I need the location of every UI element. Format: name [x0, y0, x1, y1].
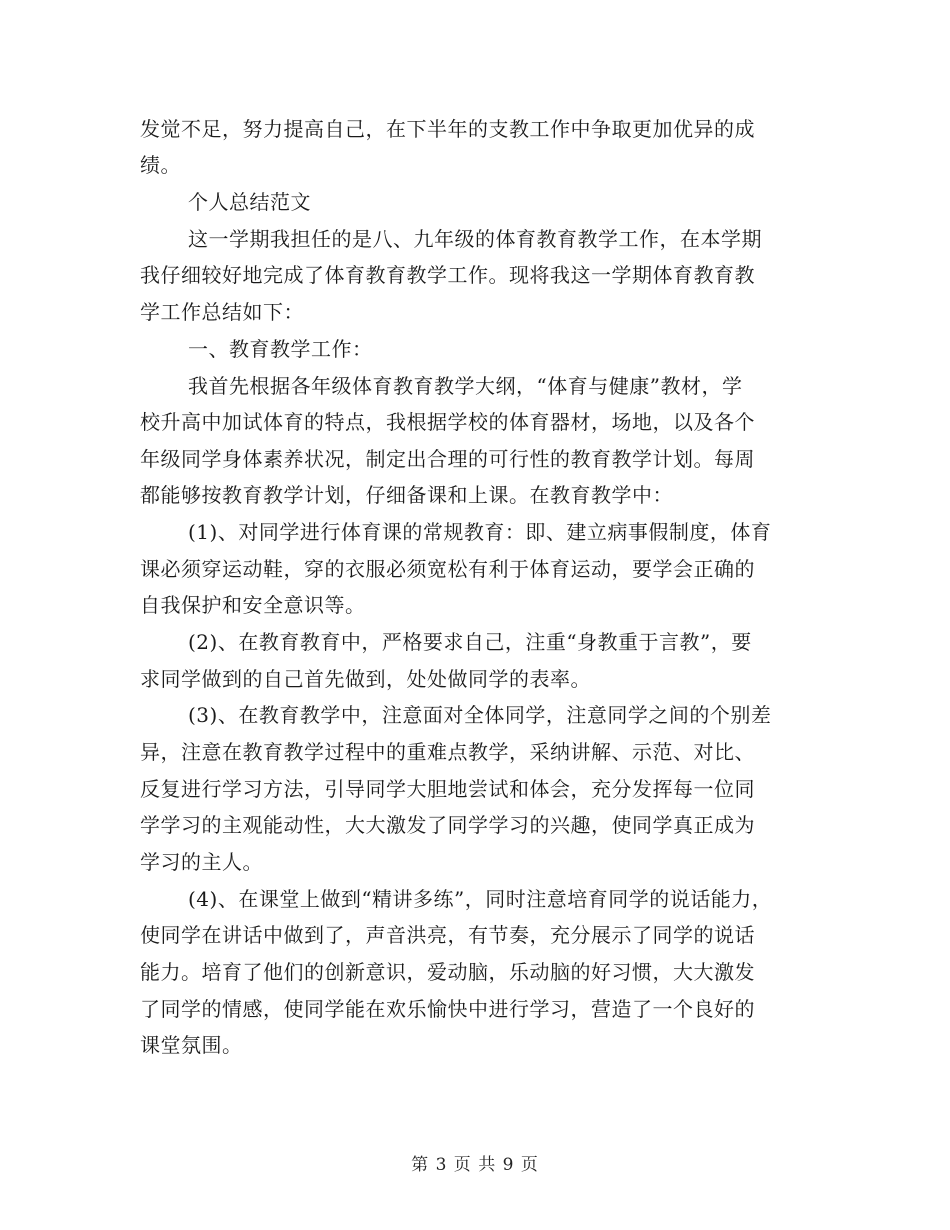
text-line: 发觉不足，努力提高自己，在下半年的支教工作中争取更加优异的成	[140, 117, 755, 141]
text-line: 自我保护和安全意识等。	[140, 593, 366, 617]
text-line: 了同学的情感，使同学能在欢乐愉快中进行学习，营造了一个良好的	[140, 997, 755, 1021]
text-line: 反复进行学习方法，引导同学大胆地尝试和体会，充分发挥每一位同	[140, 777, 755, 801]
text-line: 都能够按教育教学计划，仔细备课和上课。在教育教学中：	[140, 483, 673, 507]
page-footer: 第 3 页 共 9 页	[411, 1155, 539, 1175]
text-line: 能力。培育了他们的创新意识，爱动脑，乐动脑的好习惯，大大激发	[140, 960, 755, 984]
text-line: 绩。	[140, 153, 181, 177]
text-line: 求同学做到的自己首先做到，处处做同学的表率。	[140, 667, 591, 691]
text-line: (4)、在课堂上做到“精讲多练”，同时注意培育同学的说话能力，	[188, 887, 773, 911]
text-line: 校升高中加试体育的特点，我根据学校的体育器材，场地，以及各个	[140, 410, 755, 434]
text-line: 学习的主人。	[140, 850, 263, 874]
text-line: 年级同学身体素养状况，制定出合理的可行性的教育教学计划。每周	[140, 447, 755, 471]
text-line: (2)、在教育教育中，严格要求自己，注重“身教重于言教”，要	[188, 630, 752, 654]
text-line: (1)、对同学进行体育课的常规教育：即、建立病事假制度，体育	[188, 520, 772, 544]
text-line: 使同学在讲话中做到了，声音洪亮，有节奏，充分展示了同学的说话	[140, 923, 755, 947]
text-line: 课堂氛围。	[140, 1033, 243, 1057]
text-line: (3)、在教育教学中，注意面对全体同学，注意同学之间的个别差	[188, 703, 772, 727]
text-line: 这一学期我担任的是八、九年级的体育教育教学工作，在本学期	[188, 227, 762, 251]
section-heading: 个人总结范文	[188, 190, 311, 214]
subsection-heading: 一、教育教学工作：	[188, 337, 373, 361]
text-line: 异，注意在教育教学过程中的重难点教学，采纳讲解、示范、对比、	[140, 740, 755, 764]
text-line: 学工作总结如下：	[140, 300, 304, 324]
text-line: 我首先根据各年级体育教育教学大纲，“体育与健康”教材，学	[188, 374, 743, 398]
text-line: 我仔细较好地完成了体育教育教学工作。现将我这一学期体育教育教	[140, 263, 755, 287]
text-line: 课必须穿运动鞋，穿的衣服必须宽松有利于体育运动，要学会正确的	[140, 557, 755, 581]
text-line: 学学习的主观能动性，大大激发了同学学习的兴趣，使同学真正成为	[140, 813, 755, 837]
